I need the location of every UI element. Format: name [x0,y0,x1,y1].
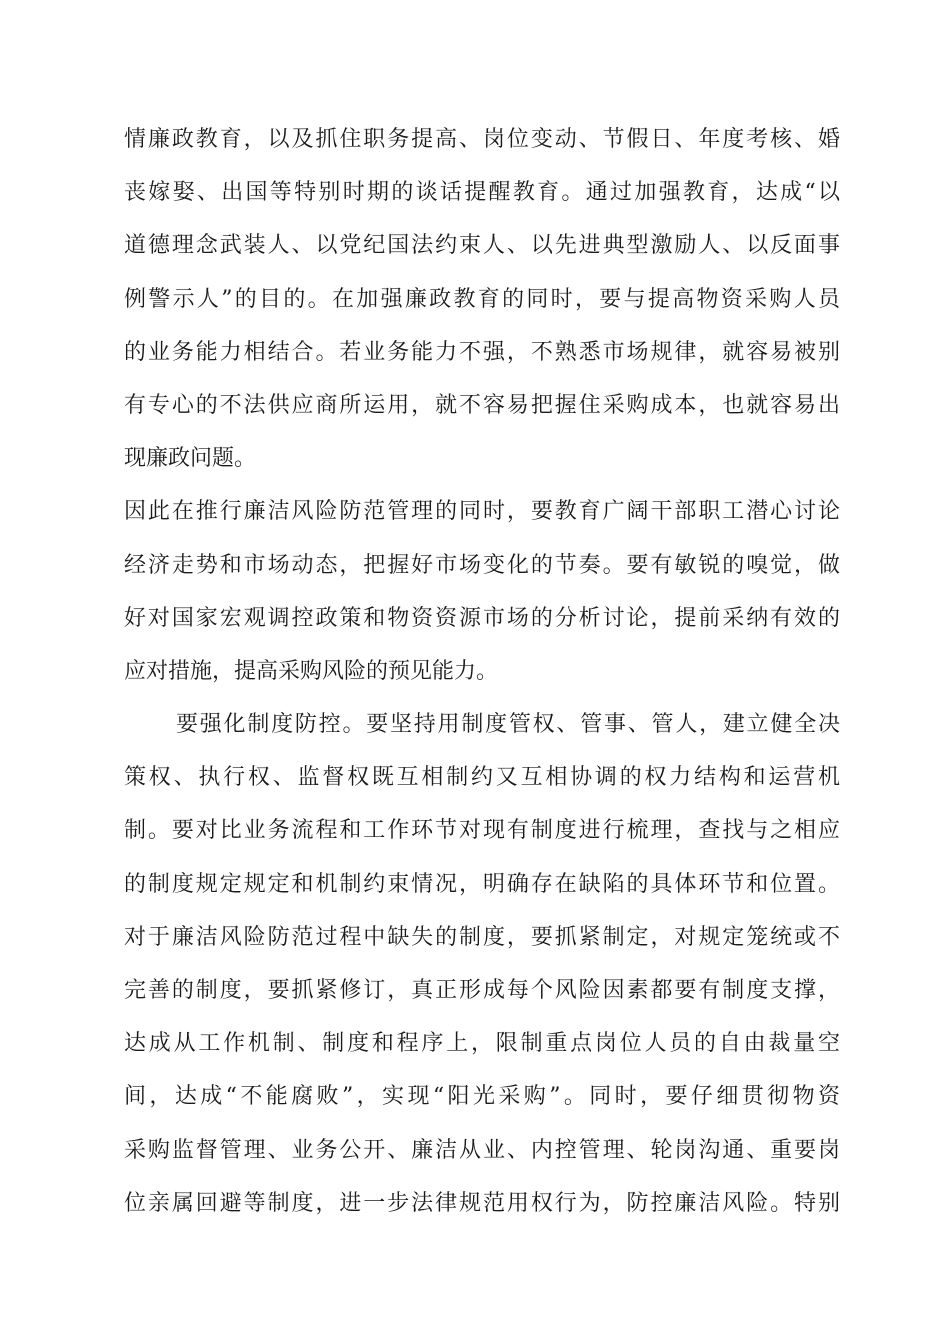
text-line: 采购监督管理、业务公开、廉洁从业、内控管理、轮岗沟通、重要岗 [124,1137,840,1163]
text-line: 经济走势和市场动态，把握好市场变化的节奏。要有敏锐的嗅觉，做 [124,552,840,578]
text-line: 对于廉洁风险防范过程中缺失的制度，要抓紧制定，对规定笼统或不 [124,924,840,950]
text-line: 达成从工作机制、制度和程序上，限制重点岗位人员的自由裁量空 [124,1031,840,1057]
text-line: 位亲属回避等制度，进一步法律规范用权行为，防控廉洁风险。特别 [124,1190,840,1216]
text-line: 因此在推行廉洁风险防范管理的同时，要教育广阔干部职工潜心讨论 [124,499,840,525]
text-line: 间，达成“不能腐败”，实现“阳光采购”。同时，要仔细贯彻物资 [124,1084,840,1110]
text-line: 道德理念武装人、以党纪国法约束人、以先进典型激励人、以反面事 [124,233,840,259]
text-line: 完善的制度，要抓紧修订，真正形成每个风险因素都要有制度支撑， [124,978,840,1003]
text-line: 的业务能力相结合。若业务能力不强，不熟悉市场规律，就容易被别 [124,339,840,365]
paragraph-3 [124,698,840,1230]
text-line: 制。要对比业务流程和工作环节对现有制度进行梳理，查找与之相应 [124,818,840,844]
text-line: 好对国家宏观调控政策和物资资源市场的分析讨论，提前采纳有效的 [124,605,840,631]
text-line: 要强化制度防控。要坚持用制度管权、管事、管人，建立健全决 [176,712,840,738]
paragraph-2 [124,485,840,698]
document-page [124,113,840,1230]
text-line: 的制度规定规定和机制约束情况，明确存在缺陷的具体环节和位置。 [124,871,840,897]
text-line: 现廉政问题。 [124,446,257,472]
text-line: 情廉政教育，以及抓住职务提高、岗位变动、节假日、年度考核、婚 [124,127,840,152]
text-line: 丧嫁娶、出国等特别时期的谈话提醒教育。通过加强教育，达成“以 [124,180,840,206]
text-line: 例警示人”的目的。在加强廉政教育的同时，要与提高物资采购人员 [124,286,840,312]
text-line: 策权、执行权、监督权既互相制约又互相协调的权力结构和运营机 [124,765,840,791]
paragraph-1 [124,113,840,485]
text-line: 应对措施，提高采购风险的预见能力。 [124,658,499,684]
text-line: 有专心的不法供应商所运用，就不容易把握住采购成本，也就容易出 [124,392,840,418]
